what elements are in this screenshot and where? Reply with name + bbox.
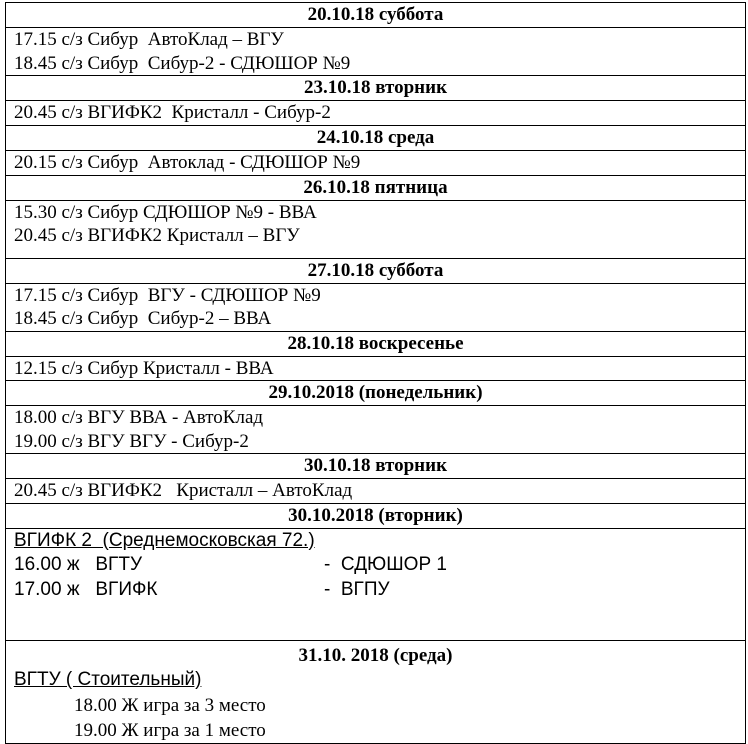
game-line: 19.00 Ж игра за 1 место	[74, 719, 266, 741]
day-block	[6, 331, 745, 381]
game-line	[6, 578, 745, 603]
day-block	[6, 380, 745, 453]
game-line: 18.00 Ж игра за 3 место	[74, 694, 266, 716]
game-line: 20.45 с/з ВГИФК2 Кристалл – АвтоКлад	[14, 480, 353, 501]
day-block	[6, 75, 745, 125]
venue-line: ВГИФК 2 (Среднемосковская 72.)	[14, 529, 315, 551]
game-line: 20.45 с/з ВГИФК2 Кристалл – ВГУ	[14, 225, 300, 246]
day-block	[6, 3, 745, 75]
day-block	[6, 175, 745, 258]
game-line: 18.45 с/з Сибур Сибур-2 - СДЮШОР №9	[14, 52, 351, 74]
game-line: 20.45 с/з ВГИФК2 Кристалл - Сибур-2	[14, 102, 331, 123]
day-header: 31.10. 2018 (среда)	[298, 645, 453, 666]
day-header: 24.10.18 среда	[6, 126, 745, 151]
day-header: 20.10.18 суббота	[6, 3, 745, 28]
day-header: 30.10.2018 (вторник)	[6, 504, 745, 529]
game-line: 17.15 с/з Сибур АвтоКлад – ВГУ	[14, 29, 284, 50]
game-line: 12.15 с/з Сибур Кристалл - ВВА	[14, 357, 274, 379]
game-line: 18.45 с/з Сибур Сибур-2 – ВВА	[14, 308, 272, 329]
game-left: 16.00 ж ВГТУ	[14, 554, 143, 575]
day-header: 23.10.18 вторник	[6, 76, 745, 101]
game-right: - СДЮШОР 1	[324, 554, 447, 575]
game-line	[6, 553, 745, 578]
day-header: 26.10.18 пятница	[6, 176, 745, 201]
day-header: 27.10.18 суббота	[6, 259, 745, 284]
game-line: 19.00 с/з ВГУ ВГУ - Сибур-2	[14, 430, 249, 452]
day-block	[6, 125, 745, 175]
day-header: 30.10.18 вторник	[6, 454, 745, 479]
game-right: - ВГПУ	[324, 578, 390, 600]
game-line: 15.30 с/з Сибур СДЮШОР №9 - ВВА	[14, 201, 317, 223]
day-header: 28.10.18 воскресенье	[6, 332, 745, 357]
game-line: 20.15 с/з Сибур Автоклад - СДЮШОР №9	[14, 151, 361, 173]
game-left: 17.00 ж ВГИФК	[14, 578, 158, 600]
game-line: 18.00 с/з ВГУ ВВА - АвтоКлад	[14, 407, 264, 428]
schedule-table	[5, 2, 746, 744]
day-block	[6, 258, 745, 331]
women-day-block	[6, 640, 745, 743]
women-day-block	[6, 503, 745, 641]
game-line: 17.15 с/з Сибур ВГУ - СДЮШОР №9	[14, 284, 321, 306]
day-block	[6, 453, 745, 503]
day-header: 29.10.2018 (понедельник)	[6, 381, 745, 406]
venue-line: ВГТУ ( Стоительный)	[14, 669, 202, 690]
